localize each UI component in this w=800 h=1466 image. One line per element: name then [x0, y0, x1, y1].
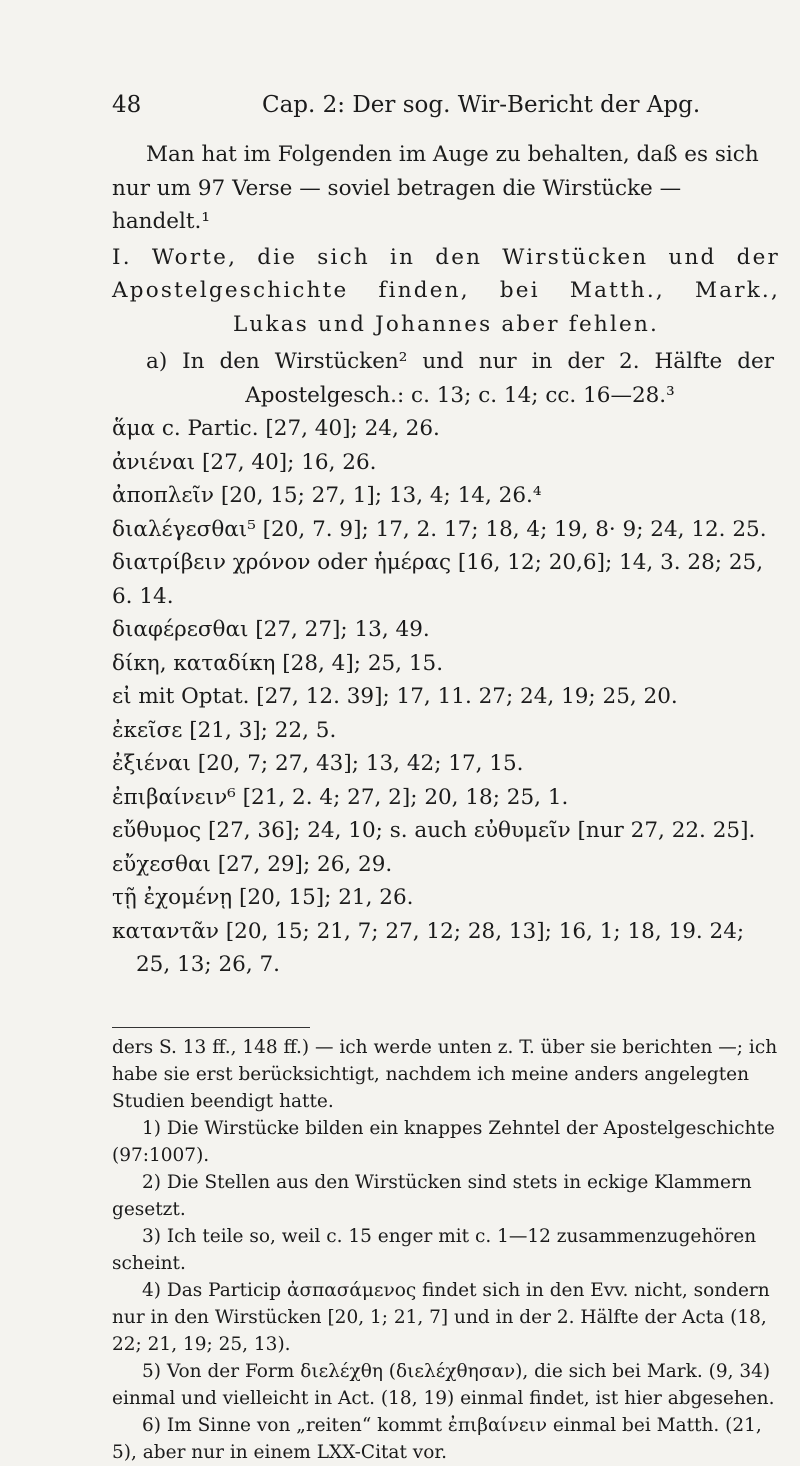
- running-title: Cap. 2: Der sog. Wir-Bericht der Apg.: [262, 92, 701, 118]
- footnote: 3) Ich teile so, weil c. 15 enger mit c. 1—12 zusammenzugehören scheint.: [112, 1226, 757, 1274]
- list-item: ἐκεῖσε [21, 3]; 22, 5.: [112, 717, 337, 743]
- list-item: διαφέρεσθαι [27, 27]; 13, 49.: [112, 617, 430, 642]
- list-item: εἰ mit Optat. [27, 12. 39]; 17, 11. 27; 24, 19; 25, 20.: [112, 684, 678, 709]
- list-item: ἀνιέναι [27, 40]; 16, 26.: [112, 449, 377, 475]
- footnote: 6) Im Sinne von „reiten“ kommt ἐπιβαίνειν einmal bei Matth. (21, 5), aber nur in einem LXX-Citat vor.: [112, 1415, 762, 1463]
- list-item: δίκη, καταδίκη [28, 4]; 25, 15.: [112, 650, 444, 676]
- footnote: 5) Von der Form διελέχθη (διελέχθησαν), die sich bei Mark. (9, 34) einmal und vielleicht in Act. (18, 19) einmal findet, ist hier abgesehen.: [112, 1361, 775, 1409]
- entry-list: [112, 412, 780, 982]
- footnote: 1) Die Wirstücke bilden ein knappes Zehntel der Apostelgeschichte (97:1007).: [112, 1118, 775, 1166]
- list-item: ἅμα c. Partic. [27, 40]; 24, 26.: [112, 416, 440, 441]
- list-item: καταντᾶν [20, 15; 21, 7; 27, 12; 28, 13]; 16, 1; 18, 19. 24; 25, 13; 26, 7.: [112, 918, 745, 977]
- list-item: ἀποπλεῖν [20, 15; 27, 1]; 13, 4; 14, 26.⁴: [112, 483, 542, 508]
- footnote-continuation: ders S. 13 ff., 148 ff.) — ich werde unten z. T. über sie berichten —; ich habe sie erst berücksichtigt, nachdem ich meine anders angelegten Studien beendigt hatte.: [112, 1037, 778, 1112]
- list-item: τῇ ἐχομένῃ [20, 15]; 21, 26.: [112, 885, 414, 910]
- list-item: διατρίβειν χρόνον oder ἡμέρας [16, 12; 20,6]; 14, 3. 28; 25, 6. 14.: [112, 550, 764, 609]
- intro-paragraph: Man hat im Folgenden im Auge zu behalten, daß es sich nur um 97 Verse — soviel betragen die Wirstücke — handelt.¹: [112, 142, 759, 234]
- section-heading: I. Worte, die sich in den Wirstücken und der Apostelgeschichte finden, bei Matth., Mark., Lukas und Johannes aber fehlen.: [112, 244, 780, 337]
- footnote: 2) Die Stellen aus den Wirstücken sind stets in eckige Klammern gesetzt.: [112, 1172, 752, 1220]
- list-item: εὔθυμος [27, 36]; 24, 10; s. auch εὐθυμεῖν [nur 27, 22. 25].: [112, 818, 756, 843]
- page-number: 48: [112, 92, 142, 118]
- list-item: διαλέγεσθαι⁵ [20, 7. 9]; 17, 2. 17; 18, 4; 19, 8· 9; 24, 12. 25.: [112, 516, 767, 542]
- main-text: [112, 138, 780, 982]
- footnote-divider: [112, 1027, 310, 1028]
- subsection-heading: a) In den Wirstücken² und nur in der 2. Hälfte der Apostelgesch.: c. 13; c. 14; cc. 16—28.³: [146, 349, 774, 408]
- list-item: ἐξιέναι [20, 7; 27, 43]; 13, 42; 17, 15.: [112, 751, 524, 776]
- list-item: εὔχεσθαι [27, 29]; 26, 29.: [112, 851, 393, 877]
- list-item: ἐπιβαίνειν⁶ [21, 2. 4; 27, 2]; 20, 18; 25, 1.: [112, 784, 569, 810]
- footnotes: [112, 1034, 780, 1466]
- footnote: 4) Das Particip ἀσπασάμενος findet sich in den Evv. nicht, sondern nur in den Wirstücken [20, 1; 21, 7] und in der 2. Hälfte der Acta (18, 22; 21, 19; 25, 13).: [112, 1280, 770, 1355]
